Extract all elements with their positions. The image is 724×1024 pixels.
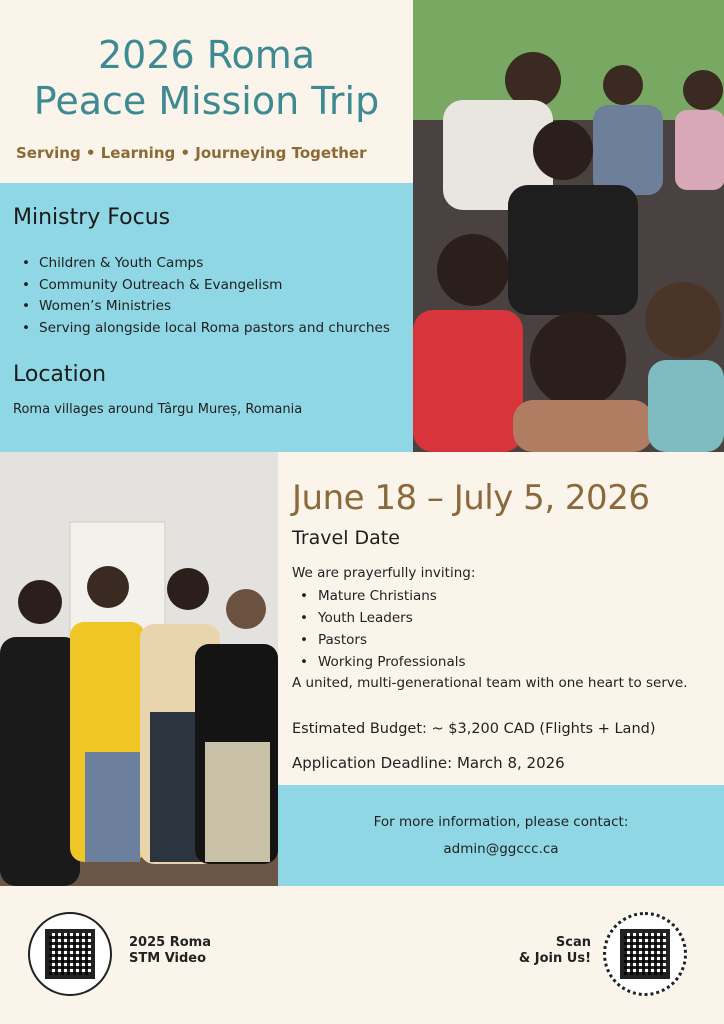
photo-illustration [0,452,278,886]
qr-label-line: & Join Us! [518,951,591,966]
title-line-2: Peace Mission Trip [33,79,380,123]
team-description: A united, multi-generational team with one heart to serve. [292,675,688,691]
ministry-list [22,253,412,339]
title-line-1: 2026 Roma [97,33,316,77]
video-qr-code[interactable] [28,912,112,996]
video-qr-label [129,935,211,967]
qr-code-icon [45,929,95,979]
qr-label-line: Scan [555,935,591,950]
list-item: • Women’s Ministries [22,296,412,318]
deadline-text: Application Deadline: March 8, 2026 [292,754,565,772]
children-praying-photo [413,0,724,452]
page-title [0,32,413,124]
contact-email-link[interactable]: admin@ggccc.ca [443,841,559,857]
qr-label-line: STM Video [129,951,207,966]
qr-code-icon [620,929,670,979]
invite-intro: We are prayerfully inviting: [292,565,476,581]
contact-panel [278,785,724,886]
ministry-heading: Ministry Focus [13,205,171,230]
contact-prompt: For more information, please contact: [373,814,629,830]
list-item: • Serving alongside local Roma pastors and churches [22,318,412,340]
join-qr-code[interactable] [603,912,687,996]
location-heading: Location [13,362,107,387]
list-item: • Community Outreach & Evangelism [22,275,412,297]
budget-text: Estimated Budget: ~ $3,200 CAD (Flights + Land) [292,721,656,737]
trip-dates: June 18 – July 5, 2026 [292,478,650,518]
list-item: • Mature Christians [300,585,466,607]
tagline: Serving • Learning • Journeying Together [16,144,367,162]
join-qr-label [500,935,591,967]
team-photo [0,452,278,886]
qr-label-line: 2025 Roma [129,935,211,950]
location-text: Roma villages around Târgu Mureș, Romania [13,402,303,417]
invitee-list [300,585,466,673]
list-item: • Youth Leaders [300,607,466,629]
photo-illustration [413,0,724,452]
list-item: • Working Professionals [300,651,466,673]
travel-date-label: Travel Date [292,527,400,549]
list-item: • Pastors [300,629,466,651]
list-item: • Children & Youth Camps [22,253,412,275]
